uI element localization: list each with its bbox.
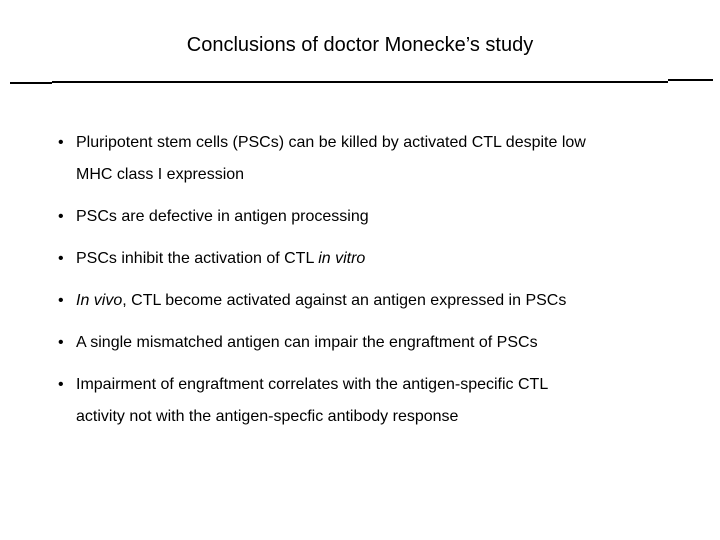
bullet-item-1 xyxy=(58,127,678,191)
bullet-text xyxy=(76,243,678,275)
bullet-icon: • xyxy=(58,334,64,351)
bullet-item-2 xyxy=(58,201,678,233)
bullet-item-4 xyxy=(58,285,678,317)
bullet-text: PSCs are defective in antigen processing xyxy=(76,208,369,225)
bullet-text: A single mismatched antigen can impair the engraftment of PSCs xyxy=(76,334,538,351)
bullet-text-plain: PSCs inhibit the activation of CTL xyxy=(76,250,319,267)
bullet-text-continuation: activity not with the antigen-specfic antibody response xyxy=(76,408,459,425)
bullet-item-6 xyxy=(58,369,678,433)
bullet-text: Pluripotent stem cells (PSCs) can be killed by activated CTL despite low xyxy=(76,134,586,151)
bullet-text-continuation: MHC class I expression xyxy=(76,166,245,183)
title-underline-left xyxy=(10,82,52,84)
title-underline-right xyxy=(668,79,713,81)
bullet-icon: • xyxy=(58,250,64,267)
bullet-icon: • xyxy=(58,376,64,393)
bullet-icon: • xyxy=(58,208,64,225)
bullet-text-italic: In vivo xyxy=(76,292,123,309)
bullet-text-italic: in vitro xyxy=(318,250,366,267)
bullet-text: Impairment of engraftment correlates with the antigen-specific CTL xyxy=(76,376,549,393)
bullet-text-plain: , CTL become activated against an antigen expressed in PSCs xyxy=(122,292,567,309)
bullet-icon: • xyxy=(58,134,64,151)
bullet-icon: • xyxy=(58,292,64,309)
bullet-text xyxy=(76,285,678,317)
bullet-item-5 xyxy=(58,327,678,359)
bullet-item-3 xyxy=(58,243,678,275)
title-underline xyxy=(52,81,668,83)
bullet-list xyxy=(58,127,678,443)
slide-title: Conclusions of doctor Monecke’s study xyxy=(186,34,534,56)
